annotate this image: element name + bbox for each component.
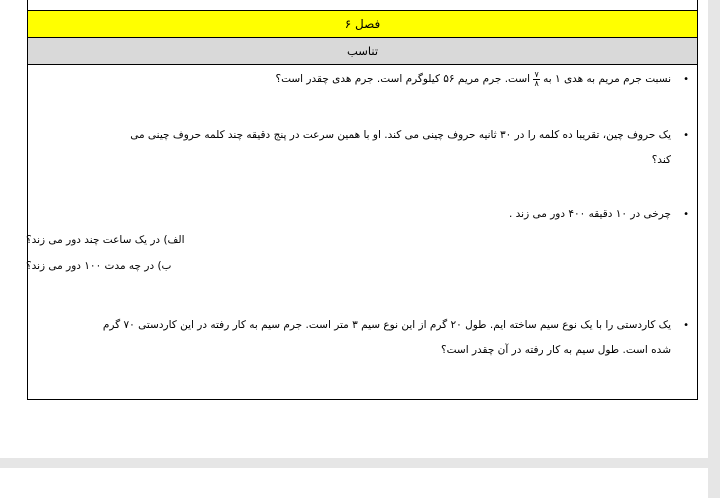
- bullet-icon: •: [683, 130, 689, 141]
- chapter-title: فصل ۶: [344, 17, 381, 31]
- question-1-part-a: نسبت جرم مریم به هدی ۱ به: [543, 73, 671, 85]
- fraction: [533, 71, 540, 88]
- chapter-header: [28, 11, 697, 38]
- bullet-icon: •: [683, 320, 689, 331]
- topic-title: تناسب: [346, 44, 379, 58]
- question-3-line-1: چرخی در ۱۰ دقیقه ۴۰۰ دور می زند .: [508, 208, 671, 220]
- fraction-denominator: ۸: [534, 78, 539, 88]
- bullet-icon: •: [683, 209, 689, 220]
- bullet-icon: •: [683, 74, 689, 85]
- question-3-sub-b: [26, 254, 689, 279]
- next-page: [0, 468, 708, 498]
- topic-header: [28, 38, 697, 65]
- question-4-line-2: شده است. طول سیم به کار رفته در آن چقدر است؟: [441, 344, 671, 356]
- top-border-strip: [28, 0, 697, 11]
- worksheet-table: [27, 0, 698, 400]
- question-2-line-1: یک حروف چین، تقریبا ده کلمه را در ۳۰ ثانیه حروف چینی می کند. او با همین سرعت در پنج دقیقه چند کلمه حروف چینی می: [130, 129, 671, 141]
- question-4: [44, 313, 689, 363]
- question-2-line-2: کند؟: [651, 154, 671, 166]
- question-3: [44, 202, 689, 227]
- question-1: [44, 67, 689, 92]
- question-2: [44, 123, 689, 173]
- question-1-text: [44, 67, 671, 92]
- fraction-numerator: ۷: [534, 69, 539, 79]
- question-3-sub-a: [26, 228, 689, 253]
- question-3-sub-b-text: ب) در چه مدت ۱۰۰ دور می زند؟: [26, 260, 172, 272]
- question-1-part-b: است. جرم مریم ۵۶ کیلوگرم است. جرم هدی چقدر است؟: [275, 73, 531, 85]
- question-3-sub-a-text: الف) در یک ساعت چند دور می زند؟: [26, 234, 185, 246]
- question-4-line-1: یک کاردستی را با یک نوع سیم ساخته ایم. طول ۲۰ گرم از این نوع سیم ۳ متر است. جرم سیم به کار رفته در این کاردستی ۷۰ گرم: [102, 319, 671, 331]
